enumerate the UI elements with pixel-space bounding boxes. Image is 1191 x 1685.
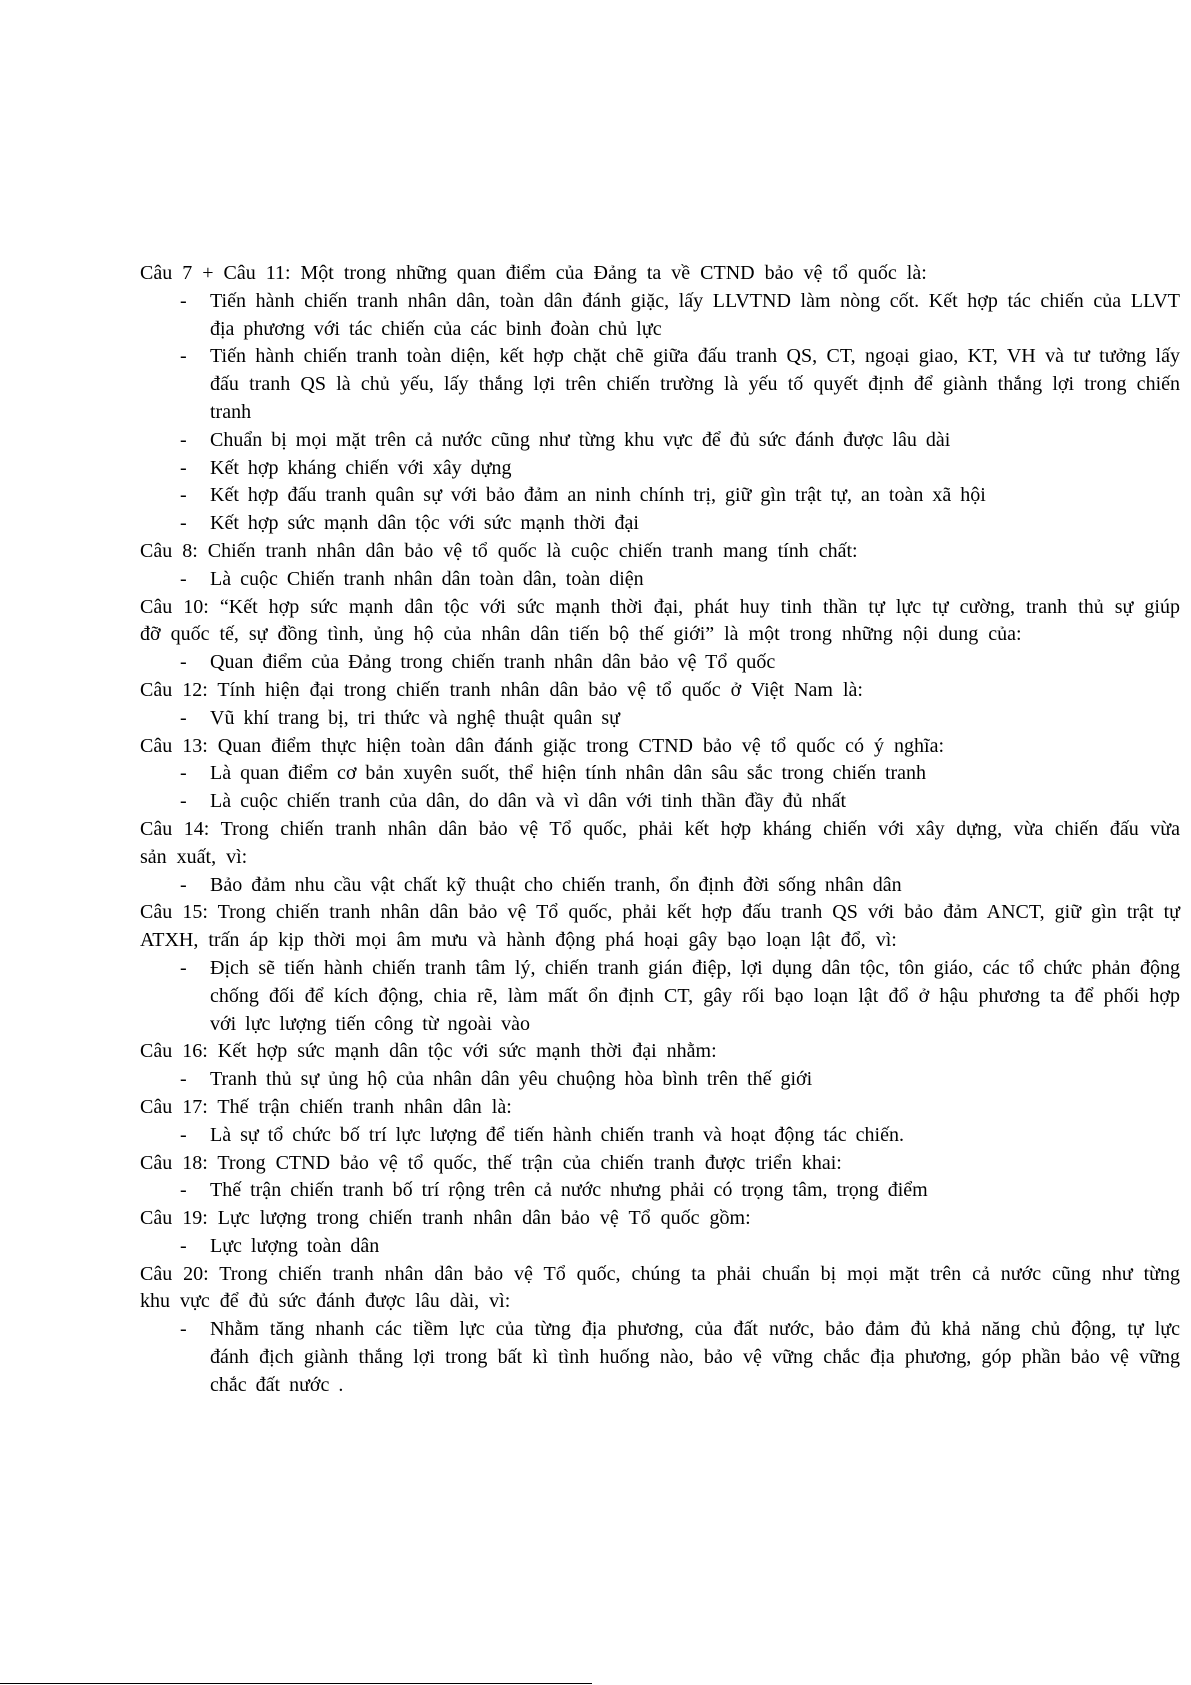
question-text: Câu 7 + Câu 11: Một trong những quan điểm của Đảng ta về CTND bảo vệ tổ quốc là: [140, 262, 927, 284]
answer-list [140, 1316, 1180, 1399]
document-body [140, 260, 1180, 1400]
answer-list [140, 1066, 1180, 1094]
answer-list [140, 1122, 1180, 1150]
answer-list [140, 649, 1180, 677]
question-text: Câu 18: Trong CTND bảo vệ tổ quốc, thế trận của chiến tranh được triển khai: [140, 1151, 842, 1174]
bullet-dash: - [180, 651, 187, 674]
footer-rule [0, 1683, 592, 1684]
answer-item [140, 288, 1180, 344]
answer-item [140, 788, 1180, 816]
answer-item [140, 455, 1180, 483]
bullet-dash: - [180, 706, 187, 729]
question-text: Câu 10: “Kết hợp sức mạnh dân tộc với sức mạnh thời đại, phát huy tinh thần tự lực tự cường, tranh thủ sự giúp đỡ quốc tế, sự đồng tình, ủng hộ của nhân dân tiến bộ thế giới” là một trong những nội dung của: [140, 595, 1180, 646]
answer-item [140, 427, 1180, 455]
bullet-dash: - [180, 1068, 187, 1091]
answer-item [140, 566, 1180, 594]
answer-text: Nhằm tăng nhanh các tiềm lực của từng địa phương, của đất nước, bảo đảm đủ khả năng chủ động, tự lực đánh địch giành thắng lợi trong bất kì tình huống nào, bảo vệ vững chắc địa phương, góp phần bảo vệ vững chắc đất nước . [210, 1318, 1180, 1396]
bullet-dash: - [180, 1234, 187, 1257]
answer-list [140, 288, 1180, 538]
question-text: Câu 13: Quan điểm thực hiện toàn dân đánh giặc trong CTND bảo vệ tổ quốc có ý nghĩa: [140, 734, 945, 757]
answer-text: Lực lượng toàn dân [210, 1234, 380, 1257]
answer-item [140, 1233, 1180, 1261]
bullet-dash: - [180, 456, 187, 479]
bullet-dash: - [180, 345, 187, 368]
bullet-dash: - [180, 956, 187, 979]
answer-list [140, 566, 1180, 594]
bullet-dash: - [180, 790, 187, 813]
answer-text: Quan điểm của Đảng trong chiến tranh nhân dân bảo vệ Tổ quốc [210, 651, 776, 674]
answer-item [140, 649, 1180, 677]
answer-text: Kết hợp đấu tranh quân sự với bảo đảm an ninh chính trị, giữ gìn trật tự, an toàn xã hội [210, 484, 986, 507]
bullet-dash: - [180, 567, 187, 590]
bullet-dash: - [180, 1318, 187, 1341]
answer-item [140, 955, 1180, 1038]
answer-text: Thế trận chiến tranh bố trí rộng trên cả nước nhưng phải có trọng tâm, trọng điểm [210, 1179, 928, 1202]
question-text: Câu 8: Chiến tranh nhân dân bảo vệ tổ quốc là cuộc chiến tranh mang tính chất: [140, 539, 858, 562]
bullet-dash: - [180, 873, 187, 896]
bullet-dash: - [180, 428, 187, 451]
question-text: Câu 17: Thế trận chiến tranh nhân dân là: [140, 1095, 512, 1118]
answer-text: Địch sẽ tiến hành chiến tranh tâm lý, chiến tranh gián điệp, lợi dụng dân tộc, tôn giáo, các tổ chức phản động chống đối để kích động, chia rẽ, làm mất ổn định CT, gây rối bạo loạn lật đổ ở hậu phương ta để phối hợp với lực lượng tiến công từ ngoài vào [210, 956, 1180, 1035]
answer-list [140, 1233, 1180, 1261]
question-text: Câu 12: Tính hiện đại trong chiến tranh nhân dân bảo vệ tổ quốc ở Việt Nam là: [140, 678, 863, 701]
question-text: Câu 14: Trong chiến tranh nhân dân bảo vệ Tổ quốc, phải kết hợp kháng chiến với xây dựng, vừa chiến đấu vừa sản xuất, vì: [140, 817, 1180, 868]
answer-item [140, 482, 1180, 510]
answer-item [140, 1122, 1180, 1150]
bullet-dash: - [180, 762, 187, 785]
bullet-dash: - [180, 289, 187, 312]
answer-text: Tranh thủ sự ủng hộ của nhân dân yêu chuộng hòa bình trên thế giới [210, 1068, 813, 1091]
answer-text: Vũ khí trang bị, tri thức và nghệ thuật quân sự [210, 706, 620, 729]
answer-item [140, 343, 1180, 426]
answer-list [140, 760, 1180, 816]
answer-text: Kết hợp sức mạnh dân tộc với sức mạnh thời đại [210, 512, 639, 535]
answer-list [140, 872, 1180, 900]
question-text: Câu 20: Trong chiến tranh nhân dân bảo vệ Tổ quốc, chúng ta phải chuẩn bị mọi mặt trên cả nước cũng như từng khu vực để đủ sức đánh được lâu dài, vì: [140, 1262, 1180, 1313]
answer-list [140, 1177, 1180, 1205]
bullet-dash: - [180, 1179, 187, 1202]
answer-item [140, 1316, 1180, 1399]
answer-list [140, 705, 1180, 733]
answer-item [140, 1177, 1180, 1205]
answer-list [140, 955, 1180, 1038]
answer-text: Là quan điểm cơ bản xuyên suốt, thể hiện tính nhân dân sâu sắc trong chiến tranh [210, 762, 927, 785]
bullet-dash: - [180, 484, 187, 507]
question-text: Câu 16: Kết hợp sức mạnh dân tộc với sức mạnh thời đại nhằm: [140, 1040, 717, 1063]
question-text: Câu 19: Lực lượng trong chiến tranh nhân dân bảo vệ Tổ quốc gồm: [140, 1207, 751, 1230]
bullet-dash: - [180, 512, 187, 535]
question-text: Câu 15: Trong chiến tranh nhân dân bảo vệ Tổ quốc, phải kết hợp đấu tranh QS với bảo đảm ANCT, giữ gìn trật tự ATXH, trấn áp kịp thời mọi âm mưu và hành động phá hoại gây bạo loạn lật đổ, vì: [140, 901, 1180, 952]
bullet-dash: - [180, 1123, 187, 1146]
answer-text: Kết hợp kháng chiến với xây dựng [210, 456, 512, 479]
answer-text: Là cuộc Chiến tranh nhân dân toàn dân, toàn diện [210, 567, 644, 590]
answer-text: Chuẩn bị mọi mặt trên cả nước cũng như từng khu vực để đủ sức đánh được lâu dài [210, 428, 951, 451]
answer-text: Tiến hành chiến tranh toàn diện, kết hợp chặt chẽ giữa đấu tranh QS, CT, ngoại giao, KT, VH và tư tưởng lấy đấu tranh QS là chủ yếu, lấy thắng lợi trên chiến trường là yếu tố quyết định để giành thắng lợi trong chiến tranh [210, 345, 1180, 423]
answer-text: Tiến hành chiến tranh nhân dân, toàn dân đánh giặc, lấy LLVTND làm nòng cốt. Kết hợp tác chiến của LLVT địa phương với tác chiến của các binh đoàn chủ lực [210, 289, 1180, 340]
answer-item [140, 872, 1180, 900]
answer-item [140, 760, 1180, 788]
answer-text: Là sự tổ chức bố trí lực lượng để tiến hành chiến tranh và hoạt động tác chiến. [210, 1123, 904, 1146]
answer-item [140, 705, 1180, 733]
answer-item [140, 1066, 1180, 1094]
answer-text: Bảo đảm nhu cầu vật chất kỹ thuật cho chiến tranh, ổn định đời sống nhân dân [210, 873, 902, 896]
answer-item [140, 510, 1180, 538]
answer-text: Là cuộc chiến tranh của dân, do dân và vì dân với tinh thần đầy đủ nhất [210, 790, 847, 813]
